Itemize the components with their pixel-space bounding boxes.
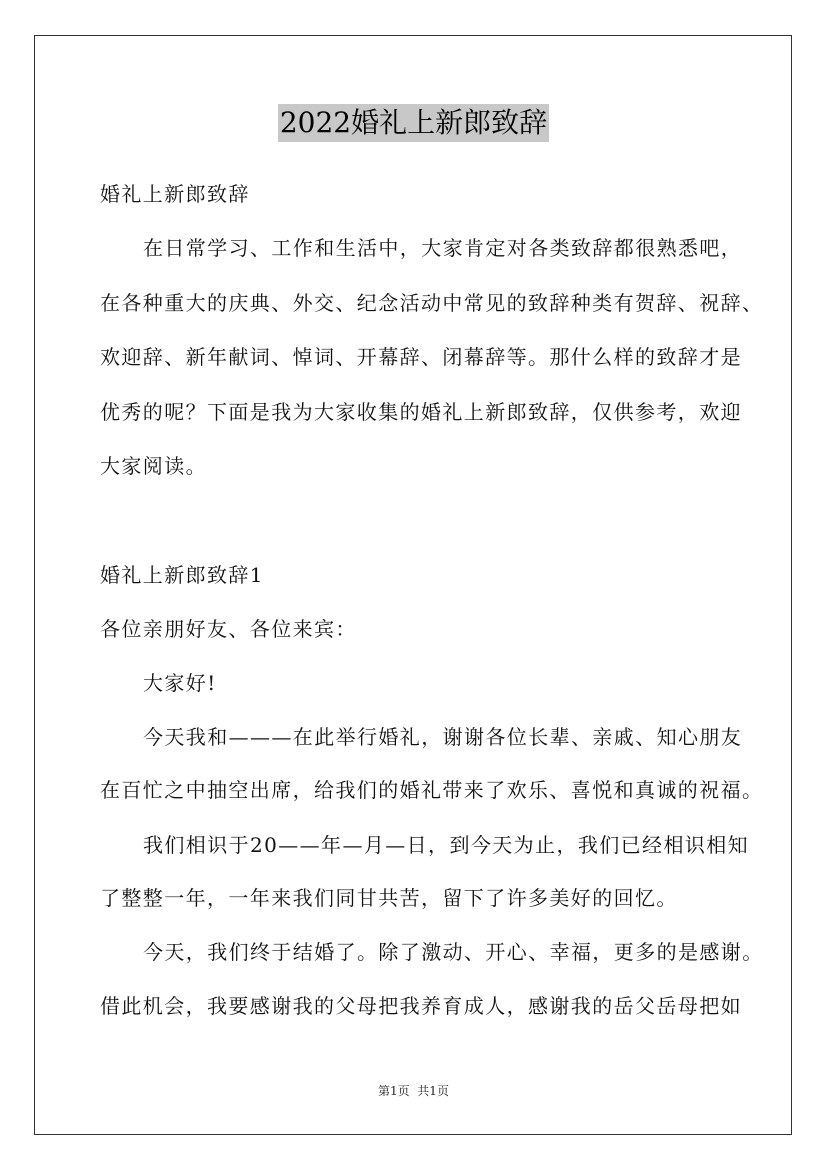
title-container xyxy=(0,104,827,142)
intro-line: 大家阅读。 xyxy=(100,454,207,478)
section-title: 婚礼上新郎致辞1 xyxy=(100,563,264,587)
body-line: 我们相识于20——年—月—日，到今天为止，我们已经相识相知 xyxy=(143,833,750,857)
document-heading: 婚礼上新郎致辞 xyxy=(100,182,250,206)
body-line: 了整整一年，一年来我们同甘共苦，留下了许多美好的回忆。 xyxy=(100,886,678,910)
body-line: 借此机会，我要感谢我的父母把我养育成人，感谢我的岳父岳母把如 xyxy=(100,994,742,1018)
intro-line: 在各种重大的庆典、外交、纪念活动中常见的致辞种类有贺辞、祝辞、 xyxy=(100,291,764,315)
greeting: 大家好! xyxy=(143,671,217,695)
intro-line: 欢迎辞、新年献词、悼词、开幕辞、闭幕辞等。那什么样的致辞才是 xyxy=(100,345,742,369)
salutation: 各位亲朋好友、各位来宾： xyxy=(100,617,357,641)
body-line: 在百忙之中抽空出席，给我们的婚礼带来了欢乐、喜悦和真诚的祝福。 xyxy=(100,778,764,802)
intro-line: 在日常学习、工作和生活中，大家肯定对各类致辞都很熟悉吧， xyxy=(143,236,743,260)
page-footer: 第1页 共1页 xyxy=(378,1084,449,1098)
intro-line: 优秀的呢？下面是我为大家收集的婚礼上新郎致辞，仅供参考，欢迎 xyxy=(100,400,742,424)
body-line: 今天我和———在此举行婚礼，谢谢各位长辈、亲戚、知心朋友 xyxy=(143,725,743,749)
body-line: 今天，我们终于结婚了。除了激动、开心、幸福，更多的是感谢。 xyxy=(143,940,764,964)
document-title: 2022婚礼上新郎致辞 xyxy=(278,104,549,142)
